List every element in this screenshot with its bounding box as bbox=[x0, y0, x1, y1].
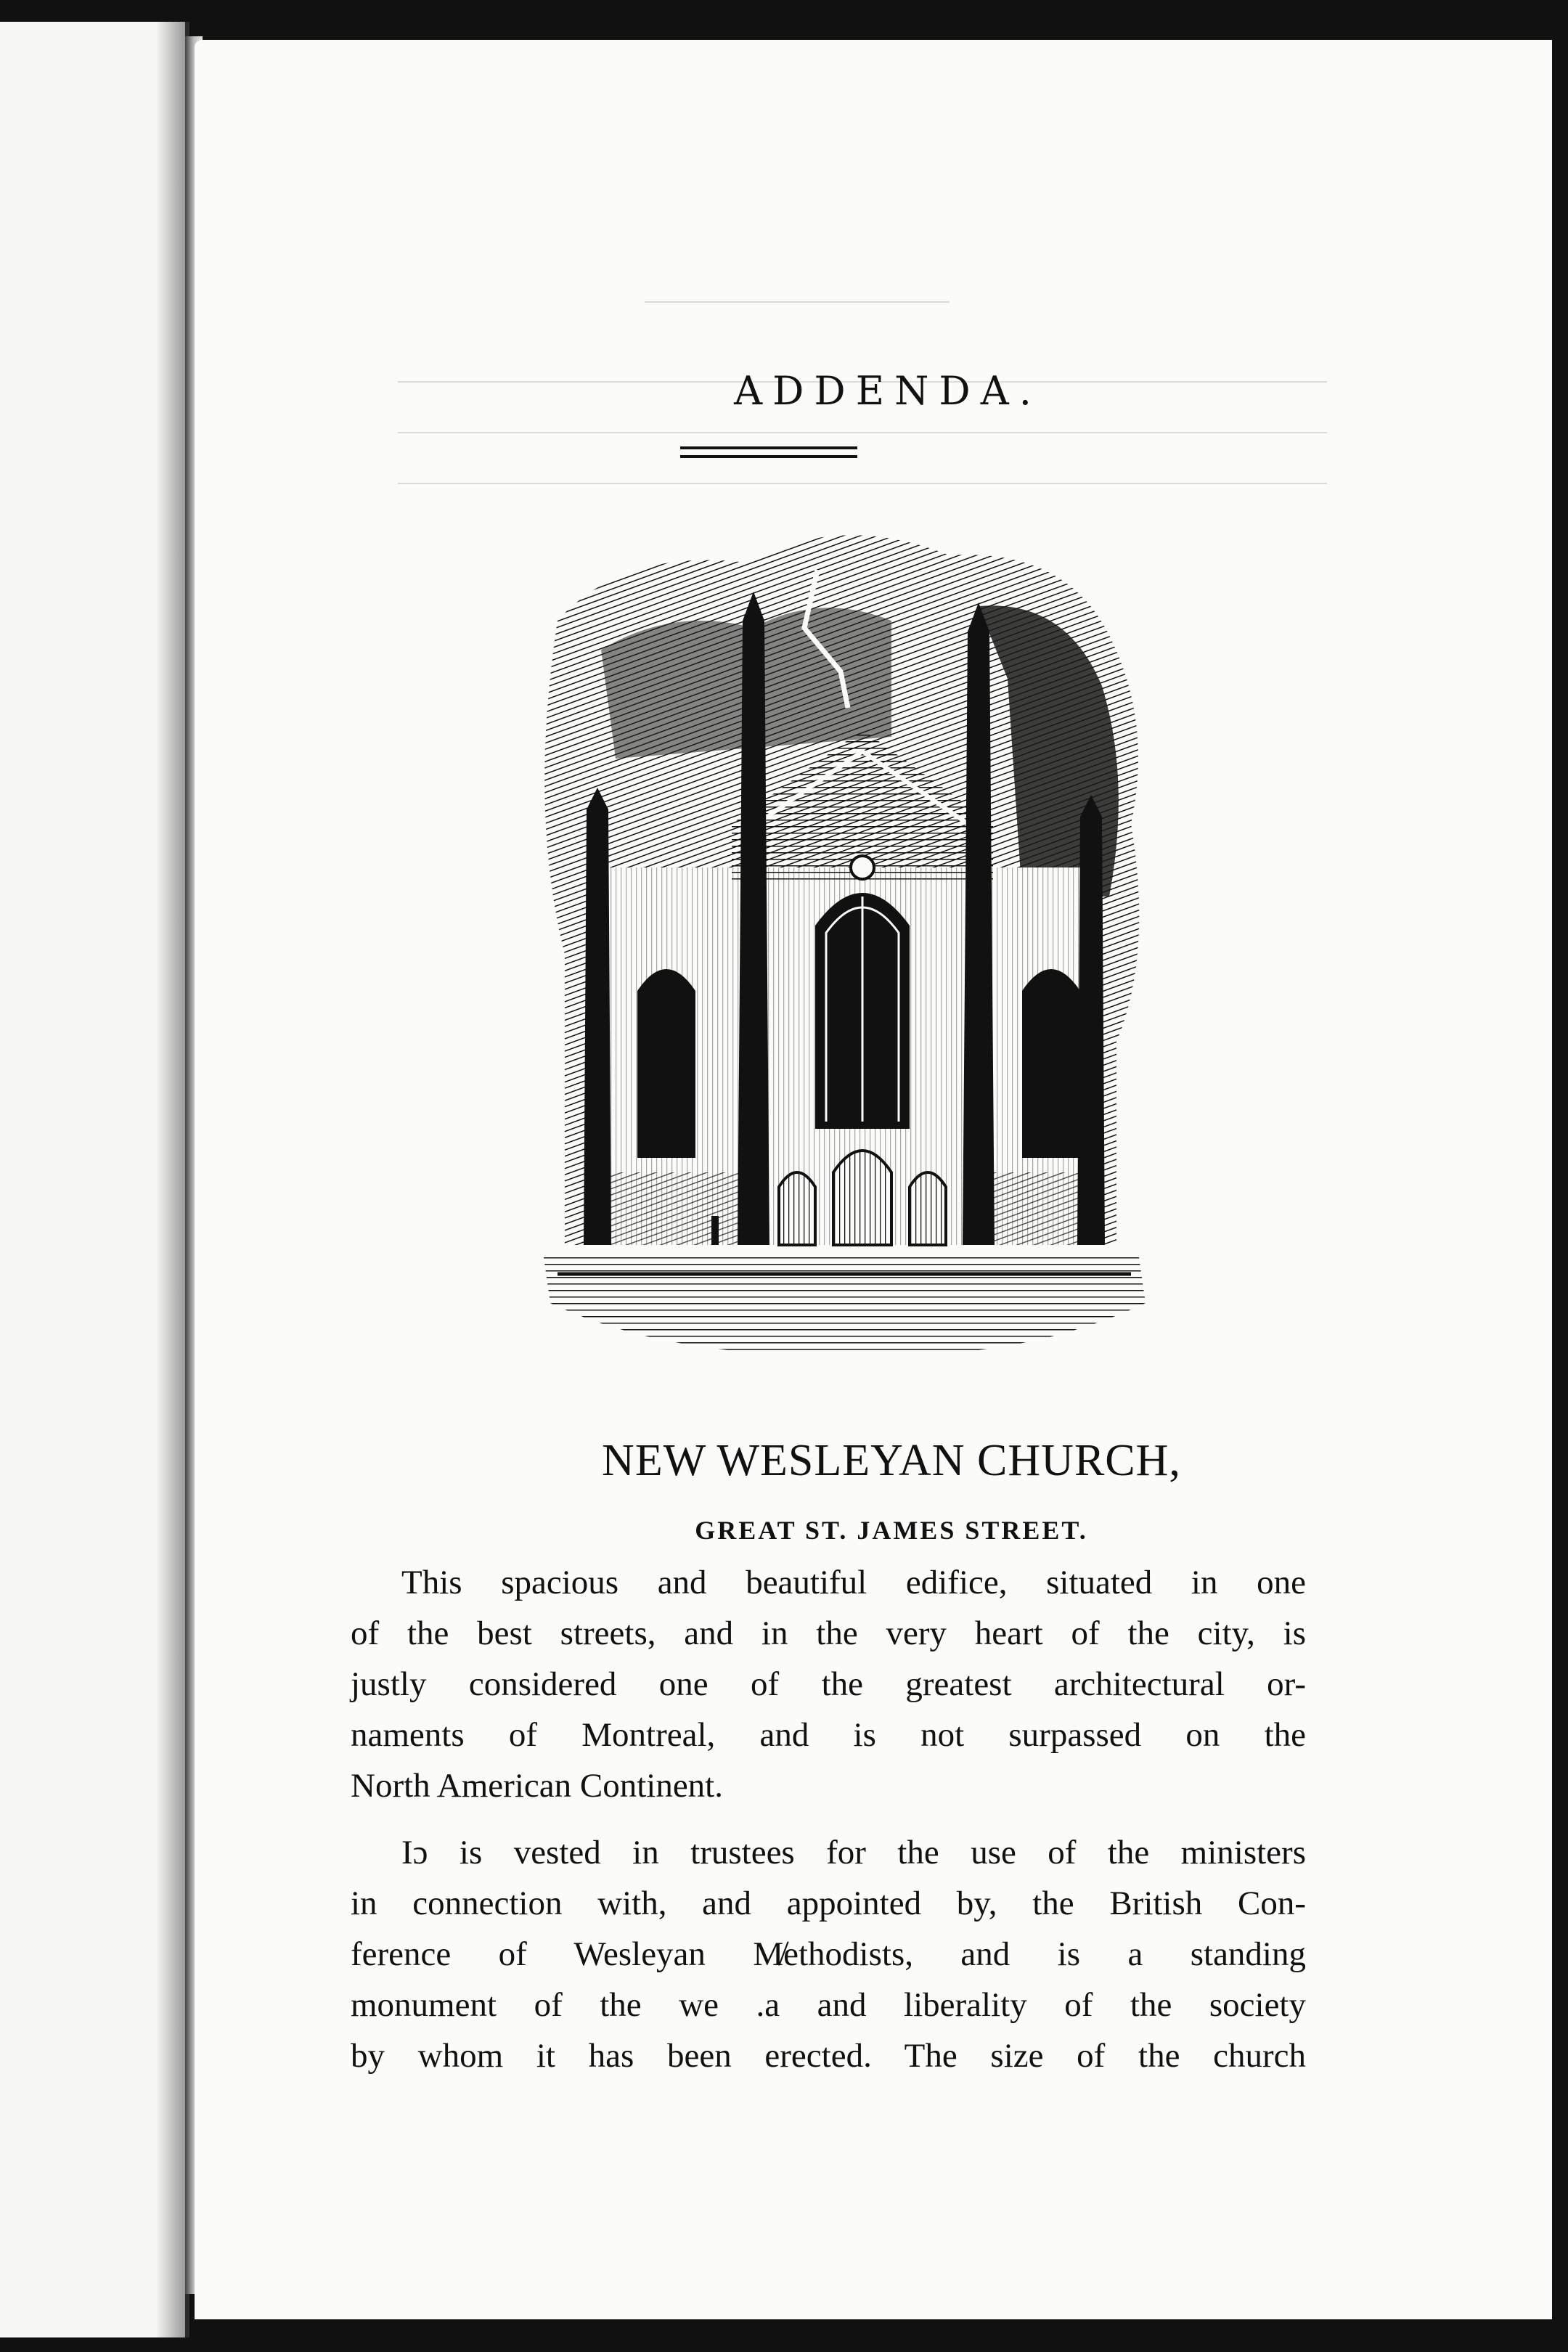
ground-hatching bbox=[543, 1252, 1146, 1355]
main-door bbox=[833, 1151, 891, 1245]
rose-window bbox=[851, 856, 874, 879]
left-spire bbox=[738, 592, 769, 1245]
text-line: naments of Montreal, and is not surpassed on the bbox=[351, 1716, 1306, 1754]
text-line: justly considered one of the greatest architectural or- bbox=[351, 1665, 1306, 1703]
text-line: of the best streets, and in the very heart of the city, is bbox=[351, 1614, 1306, 1652]
text-line: Iɔ is vested in trustees for the use of the ministers bbox=[401, 1834, 1306, 1871]
illustration-caption-title: NEW WESLEYAN CHURCH, bbox=[602, 1436, 1181, 1485]
paragraph-2 bbox=[351, 1827, 1306, 2081]
text-line: This spacious and beautiful edifice, situated in one bbox=[401, 1564, 1306, 1601]
bleed-through-mark bbox=[398, 432, 1327, 433]
text-line: ference of Wesleyan M̸ethodists, and is a standing bbox=[351, 1935, 1306, 1973]
left-door bbox=[779, 1172, 815, 1245]
book-page bbox=[195, 40, 1552, 2319]
figure bbox=[711, 1216, 719, 1245]
church-engraving bbox=[514, 519, 1167, 1419]
right-window bbox=[1022, 969, 1080, 1158]
left-page-edge bbox=[0, 22, 189, 2337]
right-spire bbox=[963, 603, 995, 1245]
text-line: by whom it has been erected. The size of the church bbox=[351, 2037, 1306, 2075]
illustration-caption-subtitle: GREAT ST. JAMES STREET. bbox=[695, 1516, 1088, 1545]
text-line: monument of the we .a and liberality of the society bbox=[351, 1986, 1306, 2024]
left-page-shadow bbox=[156, 22, 185, 2337]
left-window bbox=[637, 969, 695, 1158]
bleed-through-mark bbox=[398, 483, 1327, 484]
text-line: North American Continent. bbox=[351, 1767, 723, 1805]
heading-rule-bottom bbox=[680, 455, 857, 458]
heading-rule-top bbox=[680, 446, 857, 449]
bleed-through-mark bbox=[645, 301, 950, 303]
text-line: in connection with, and appointed by, the British Con- bbox=[351, 1885, 1306, 1922]
page-heading: ADDENDA. bbox=[734, 368, 1042, 414]
paragraph-1 bbox=[351, 1557, 1306, 1811]
right-door bbox=[910, 1172, 946, 1245]
